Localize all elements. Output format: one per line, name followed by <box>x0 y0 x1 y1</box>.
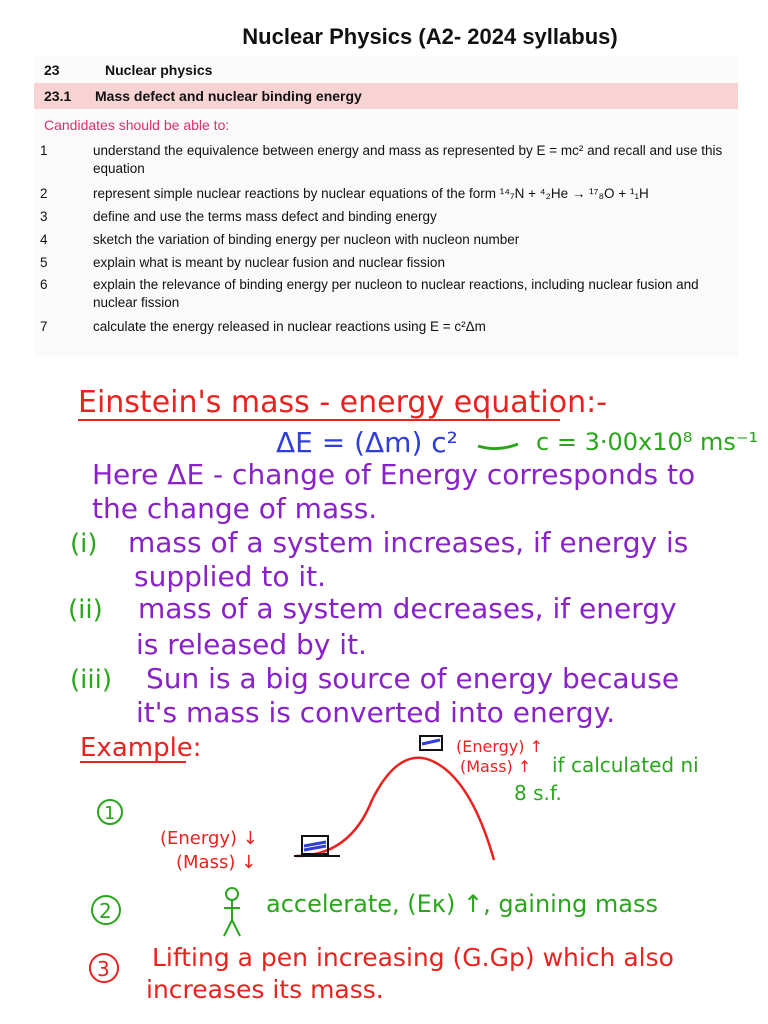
objective-number: 2 <box>40 186 48 201</box>
example-3-number: 3 <box>97 957 110 981</box>
objective-number: 7 <box>40 319 48 334</box>
calc-note-b: 8 s.f. <box>514 781 562 805</box>
example-1-mass: (Mass) ↓ <box>176 852 257 873</box>
example-heading: Example: <box>80 733 202 763</box>
calc-note-a: if calculated ni <box>552 753 699 777</box>
example-1-number: 1 <box>104 803 116 824</box>
point-1-line-b: supplied to it. <box>134 560 327 593</box>
objective-text: calculate the energy released in nuclear reactions using E = c²Δm <box>93 319 486 334</box>
objective-text: understand the equivalence between energy and mass as represented by E = mc² and recall and use this equation <box>93 143 723 176</box>
block-top-fill <box>422 740 440 744</box>
example-2-text: accelerate, (Eκ) ↑, gaining mass <box>266 890 658 918</box>
objective-number: 1 <box>40 143 48 158</box>
objective-text: represent simple nuclear reactions by nuclear equations of the form ¹⁴₇N + ⁴₂He → ¹⁷₈O + ¹₁H <box>93 186 649 201</box>
objective-number: 3 <box>40 209 48 224</box>
subtopic-number: 23.1 <box>44 88 72 104</box>
subtopic-label: Mass defect and nuclear binding energy <box>95 88 362 104</box>
point-3-label: (iii) <box>70 665 112 695</box>
topic-number: 23 <box>44 62 60 78</box>
objective-number: 6 <box>40 277 48 292</box>
point-2-label: (ii) <box>68 595 103 625</box>
example-1-energy: (Energy) ↓ <box>160 828 258 849</box>
notes-heading: Einstein's mass - energy equation:- <box>78 385 608 420</box>
point-3-line-b: it's mass is converted into energy. <box>136 696 616 729</box>
topic-label: Nuclear physics <box>105 62 213 78</box>
example-3-line-b: increases its mass. <box>146 975 384 1004</box>
page-title: Nuclear Physics (A2- 2024 syllabus) <box>242 24 618 49</box>
top-mass-label: (Mass) ↑ <box>460 757 532 776</box>
objective-text: explain what is meant by nuclear fusion and nuclear fission <box>93 255 445 270</box>
handwritten-notes <box>0 360 768 1024</box>
block-bottom-fill <box>304 842 326 850</box>
stick-figure-icon <box>224 888 240 936</box>
objective-number: 4 <box>40 232 48 247</box>
candidates-intro: Candidates should be able to: <box>44 117 230 133</box>
point-2-line-a: mass of a system decreases, if energy <box>138 592 677 625</box>
point-2-line-b: is released by it. <box>136 628 367 661</box>
syllabus-table <box>34 56 738 356</box>
example-3-line-a: Lifting a pen increasing (G.Gp) which also <box>152 943 674 972</box>
explanation-line-2: the change of mass. <box>92 492 378 525</box>
objective-text: sketch the variation of binding energy per nucleon with nucleon number <box>93 232 520 247</box>
equation-connector <box>478 444 518 449</box>
point-3-line-a: Sun is a big source of energy because <box>146 662 680 695</box>
top-energy-label: (Energy) ↑ <box>456 737 543 756</box>
point-1-line-a: mass of a system increases, if energy is <box>128 526 689 559</box>
speed-of-light-value: c = 3·00x10⁸ ms⁻¹ <box>536 428 759 456</box>
point-1-label: (i) <box>70 529 98 559</box>
subtopic-row <box>34 83 738 109</box>
example-2-number: 2 <box>99 899 112 923</box>
mass-energy-equation: ΔE = (Δm) c² <box>276 426 458 459</box>
explanation-line-1: Here ΔE - change of Energy corresponds to <box>92 458 696 491</box>
objective-text: define and use the terms mass defect and binding energy <box>93 209 437 224</box>
objective-number: 5 <box>40 255 48 270</box>
objective-text: explain the relevance of binding energy per nucleon to nuclear reactions, including nuclear fusion and nuclear fission <box>93 277 699 310</box>
